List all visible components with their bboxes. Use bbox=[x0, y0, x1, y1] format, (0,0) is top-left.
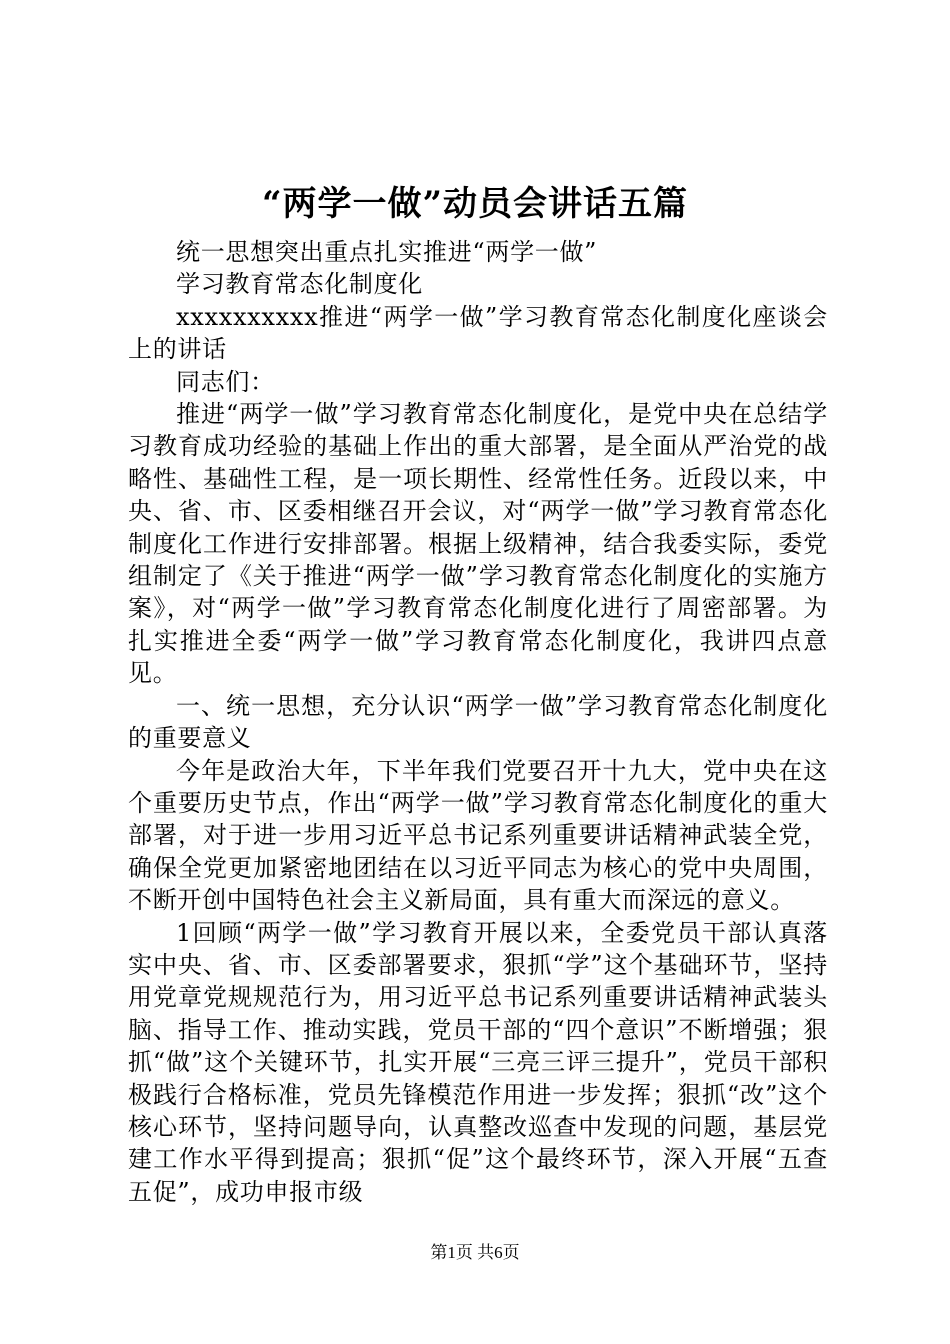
paragraph-review: 1回顾“两学一做”学习教育开展以来，全委党员干部认真落实中央、省、市、区委部署要求，狠抓“学”这个基础环节，坚持用党章党规规范行为，用习近平总书记系列重要讲话精神武装头脑、指导工作、推动实践，党员干部的“四个意识”不断增强；狠抓“做”这个关键环节，扎实开展“三亮三评三提升”，党员干部积极践行合格标准，党员先锋模范作用进一步发挥；狠抓“改”这个核心环节，坚持问题导向，认真整改巡查中发现的问题，基层党建工作水平得到提高；狠抓“促”这个最终环节，深入开展“五查五促”，成功申报市级 bbox=[128, 918, 828, 1206]
speech-heading: xxxxxxxxxx推进“两学一做”学习教育常态化制度化座谈会上的讲话 bbox=[128, 302, 828, 364]
subtitle-line-1: 统一思想突出重点扎实推进“两学一做” bbox=[176, 238, 598, 266]
page-footer: 第1页 共6页 bbox=[430, 1243, 520, 1262]
document-title: “两学一做”动员会讲话五篇 bbox=[261, 184, 689, 224]
section-heading-1: 一、统一思想，充分认识“两学一做”学习教育常态化制度化的重要意义 bbox=[128, 691, 828, 753]
salutation: 同志们： bbox=[176, 367, 275, 396]
paragraph-significance: 今年是政治大年，下半年我们党要召开十九大，党中央在这个重要历史节点，作出“两学一做”学习教育常态化制度化的重大部署，对于进一步用习近平总书记系列重要讲话精神武装全党，确保全党更加紧密地团结在以习近平同志为核心的党中央周围，不断开创中国特色社会主义新局面，具有重大而深远的意义。 bbox=[128, 756, 828, 915]
paragraph-intro: 推进“两学一做”学习教育常态化制度化，是党中央在总结学习教育成功经验的基础上作出的重大部署，是全面从严治党的战略性、基础性工程，是一项长期性、经常性任务。近段以来，中央、省、市、区委相继召开会议，对“两学一做”学习教育常态化制度化工作进行安排部署。根据上级精神，结合我委实际，委党组制定了《关于推进“两学一做”学习教育常态化制度化的实施方案》，对“两学一做”学习教育常态化制度化进行了周密部署。为扎实推进全委“两学一做”学习教育常态化制度化，我讲四点意见。 bbox=[128, 400, 828, 688]
subtitle-line-2: 学习教育常态化制度化 bbox=[176, 270, 423, 299]
document-body bbox=[128, 236, 828, 1208]
